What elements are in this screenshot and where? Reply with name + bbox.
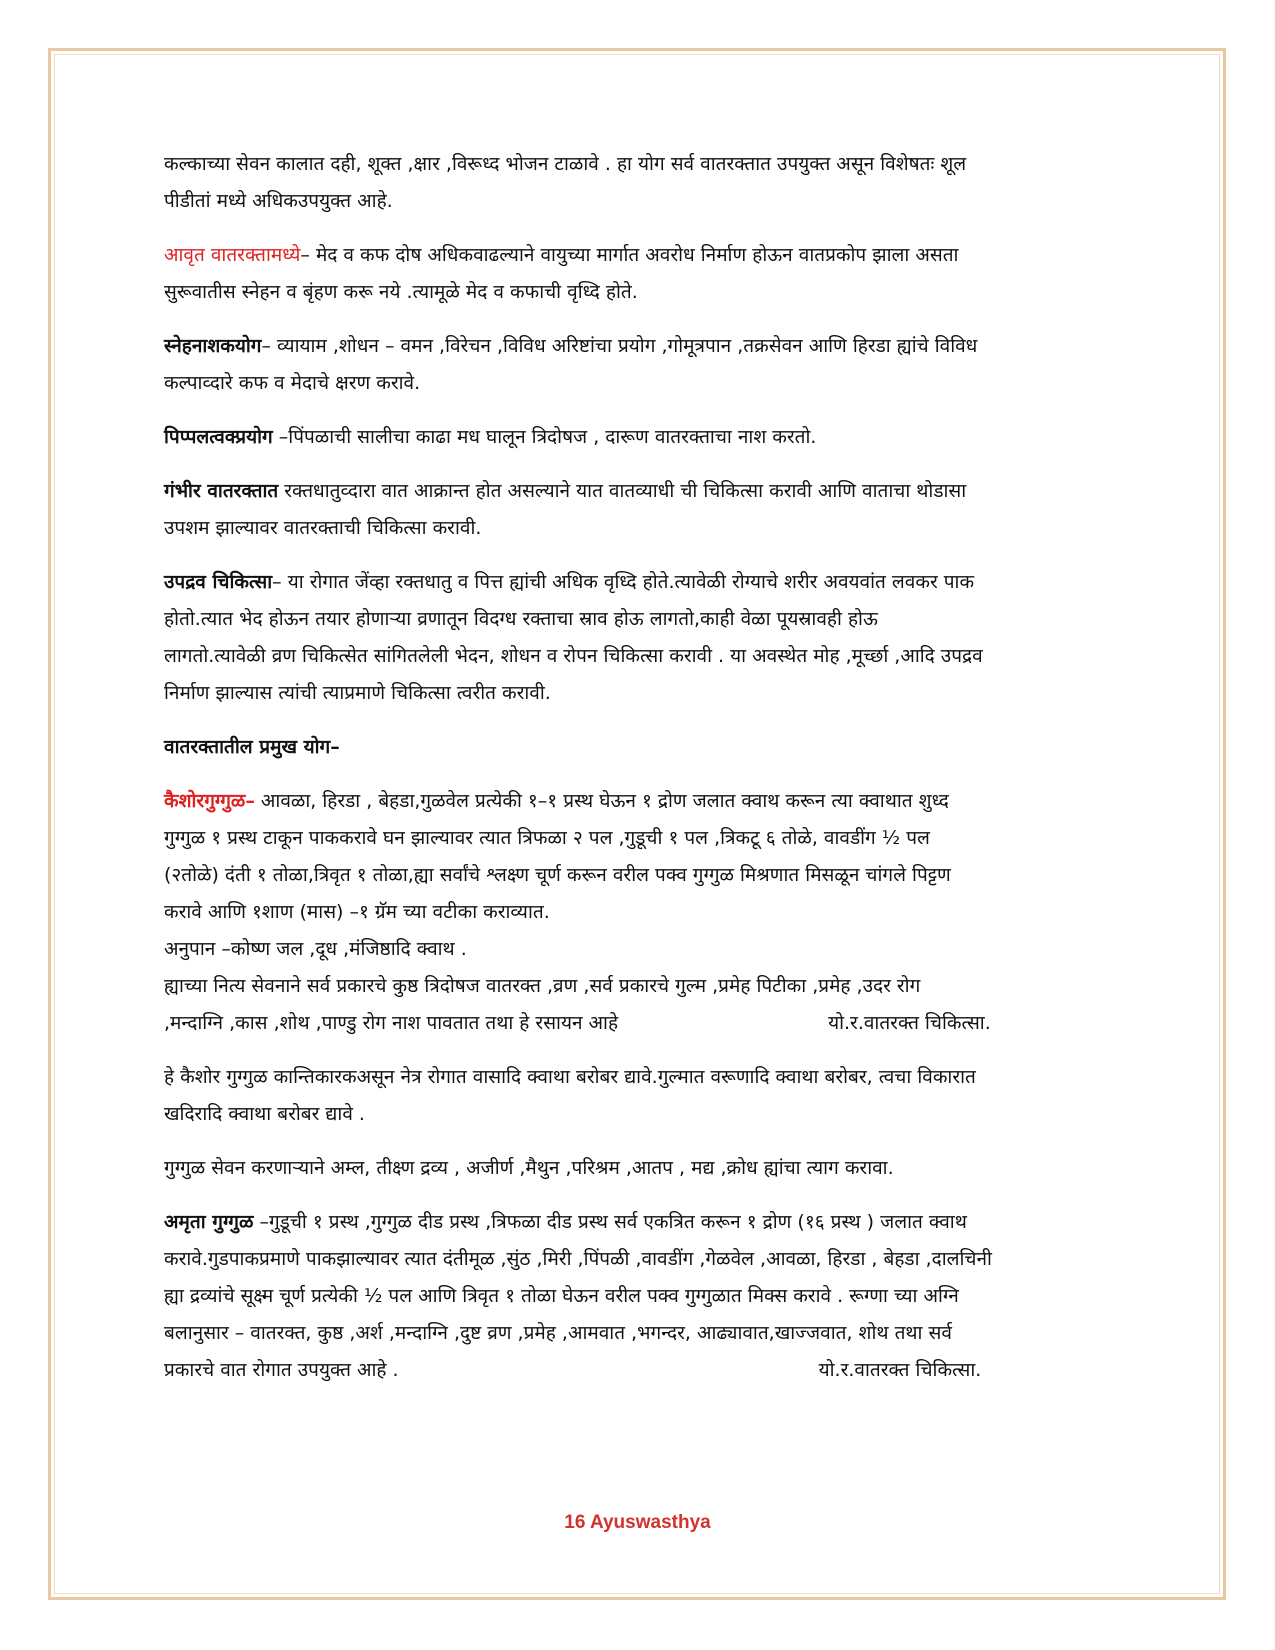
text-line: कल्काच्या सेवन कालात दही, शूक्त ,क्षार ,विरूध्द भोजन टाळावे . हा योग सर्व वातरक्तात उपयुक्त असून विशेषतः शूल [164, 153, 967, 175]
document-body [164, 146, 1124, 1406]
text-line: सुरूवातीस स्नेहन व बृंहण करू नये .त्यामूळे मेद व कफाची वृध्दि होते. [164, 281, 638, 303]
text-line: पीडीतां मध्ये अधिकउपयुक्त आहे. [164, 190, 393, 212]
text-span: आवळा, हिरडा , बेहडा,गुळवेल प्रत्येकी १–१ प्रस्थ घेऊन १ द्रोण जलात क्वाथ करून त्या क्वाथात शुध्द [254, 790, 949, 812]
text-line: गुग्गुळ १ प्रस्थ टाकून पाककरावे घन झाल्यावर त्यात त्रिफळा २ पल ,गुडूची १ पल ,त्रिकटू ६ तोळे, वावडींग ½ पल [164, 827, 930, 849]
section-heading: स्नेहनाशकयोग [164, 335, 262, 357]
section-heading: वातरक्तातील प्रमुख योग– [164, 736, 340, 758]
paragraph-gambhir-vatarakta [164, 473, 1124, 547]
reference-citation: यो.र.वातरक्त चिकित्सा. [828, 1012, 991, 1034]
paragraph-1 [164, 146, 1124, 220]
text-line: अनुपान –कोष्ण जल ,दूध ,मंजिष्ठादि क्वाथ . [164, 938, 467, 960]
paragraph-guggul-pathya [164, 1150, 1124, 1187]
text-span: –पिंपळाची सालीचा काढा मध घालून त्रिदोषज , दारूण वातरक्ताचा नाश करतो. [272, 426, 817, 448]
text-line: गुग्गुळ सेवन करणाऱ्याने अम्ल, तीक्ष्ण द्रव्य , अजीर्ण ,मैथुन ,परिश्रम ,आतप , मद्य ,क्रोध ह्यांचा त्याग करावा. [164, 1157, 894, 1179]
text-line: कल्पाव्दारे कफ व मेदाचे क्षरण करावे. [164, 372, 421, 394]
text-line: खदिरादि क्वाथा बरोबर द्यावे . [164, 1103, 365, 1125]
text-line: हे कैशोर गुग्गुळ कान्तिकारकअसून नेत्र रोगात वासादि क्वाथा बरोबर द्यावे.गुल्मात वरूणादि क्वाथा बरोबर, त्वचा विकारात [164, 1066, 976, 1088]
text-line: ह्या द्रव्यांचे सूक्ष्म चूर्ण प्रत्येकी ½ पल आणि त्रिवृत १ तोळा घेऊन वरील पक्व गुग्गुळात मिक्स करावे . रूग्णा च्या अग्नि [164, 1285, 959, 1307]
reference-citation: यो.र.वातरक्त चिकित्सा. [818, 1359, 982, 1381]
paragraph-anupan [164, 931, 1124, 1042]
text-span: – या रोगात जेंव्हा रक्तधातु व पित्त ह्यांची अधिक वृध्दि होते.त्यावेळी रोग्याचे शरीर अवयवांत लवकर पाक [272, 571, 975, 593]
text-line: (२तोळे) दंती १ तोळा,त्रिवृत १ तोळा,ह्या सर्वांचे श्लक्ष्ण चूर्ण करून वरील पक्व गुग्गुळ मिश्रणात मिसळून चांगले पिट्टण [164, 864, 951, 886]
section-heading: उपद्रव चिकित्सा [164, 571, 273, 593]
text-span: – व्यायाम ,शोधन – वमन ,विरेचन ,विविध अरिष्टांचा प्रयोग ,गोमूत्रपान ,तक्रसेवन आणि हिरडा ह्यांचे विविध [261, 335, 978, 357]
text-line: निर्माण झाल्यास त्यांची त्याप्रमाणे चिकित्सा त्वरीत करावी. [164, 682, 551, 704]
text-span: ,मन्दाग्नि ,कास ,शोथ ,पाण्डु रोग नाश पावतात तथा हे रसायन आहे [164, 1012, 619, 1034]
text-span: रक्तधातुव्दारा वात आक्रान्त होत असल्याने यात वातव्याधी ची चिकित्सा करावी आणि वाताचा थोडासा [278, 480, 967, 502]
paragraph-kaishor-anupan [164, 1059, 1124, 1133]
paragraph-snehanashak-yog [164, 328, 1124, 402]
text-line: लागतो.त्यावेळी व्रण चिकित्सेत सांगितलेली भेदन, शोधन व रोपन चिकित्सा करावी . या अवस्थेत मोह ,मूर्च्छा ,आदि उपद्रव [164, 645, 983, 667]
paragraph-amruta-guggul [164, 1204, 1124, 1389]
text-span: –गुडूची १ प्रस्थ ,गुग्गुळ दीड प्रस्थ ,त्रिफळा दीड प्रस्थ सर्व एकत्रित करून १ द्रोण (१६ प्रस्थ ) जलात क्वाथ [253, 1211, 967, 1233]
section-heading: कैशोरगुग्गुळ– [164, 790, 255, 812]
paragraph-pramukh-yog [164, 729, 1124, 766]
text-span: प्रकारचे वात रोगात उपयुक्त आहे . [164, 1359, 399, 1381]
text-line: उपशम झाल्यावर वातरक्ताची चिकित्सा करावी. [164, 517, 482, 539]
page-footer: 16 Ayuswasthya [564, 1512, 711, 1533]
section-heading: आवृत वातरक्तामध्ये [164, 244, 301, 266]
text-span: – मेद व कफ दोष अधिकवाढल्याने वायुच्या मार्गात अवरोध निर्माण होऊन वातप्रकोप झाला असता [300, 244, 959, 266]
paragraph-upadrav-chikitsa [164, 564, 1124, 712]
section-heading: गंभीर वातरक्तात [164, 480, 279, 502]
section-heading: अमृता गुग्गुळ [164, 1211, 254, 1233]
paragraph-avrut-vatarakta [164, 237, 1124, 311]
text-line: बलानुसार – वातरक्त, कुष्ठ ,अर्श ,मन्दाग्नि ,दुष्ट व्रण ,प्रमेह ,आमवात ,भगन्दर, आढ्यावात,खाज्जवात, शोथ तथा सर्व [164, 1322, 952, 1344]
text-line: होतो.त्यात भेद होऊन तयार होणाऱ्या व्रणातून विदग्ध रक्ताचा स्राव होऊ लागतो,काही वेळा पूयस्रावही होऊ [164, 608, 878, 630]
section-heading: पिप्पलत्वक्प्रयोग [164, 426, 273, 448]
text-line: ह्याच्या नित्य सेवनाने सर्व प्रकारचे कुष्ठ त्रिदोषज वातरक्त ,व्रण ,सर्व प्रकारचे गुल्म ,प्रमेह पिटीका ,प्रमेह ,उदर रोग [164, 975, 921, 997]
text-line: करावे आणि १शाण (मास) –१ ग्रॅम च्या वटीका कराव्यात. [164, 901, 550, 923]
paragraph-pippaltvak-prayog [164, 419, 1124, 456]
paragraph-kaishor-guggul [164, 783, 1124, 931]
text-line: करावे.गुडपाकप्रमाणे पाकझाल्यावर त्यात दंतीमूळ ,सुंठ ,मिरी ,पिंपळी ,वावडींग ,गेळवेल ,आवळा, हिरडा , बेहडा ,दालचिनी [164, 1248, 992, 1270]
